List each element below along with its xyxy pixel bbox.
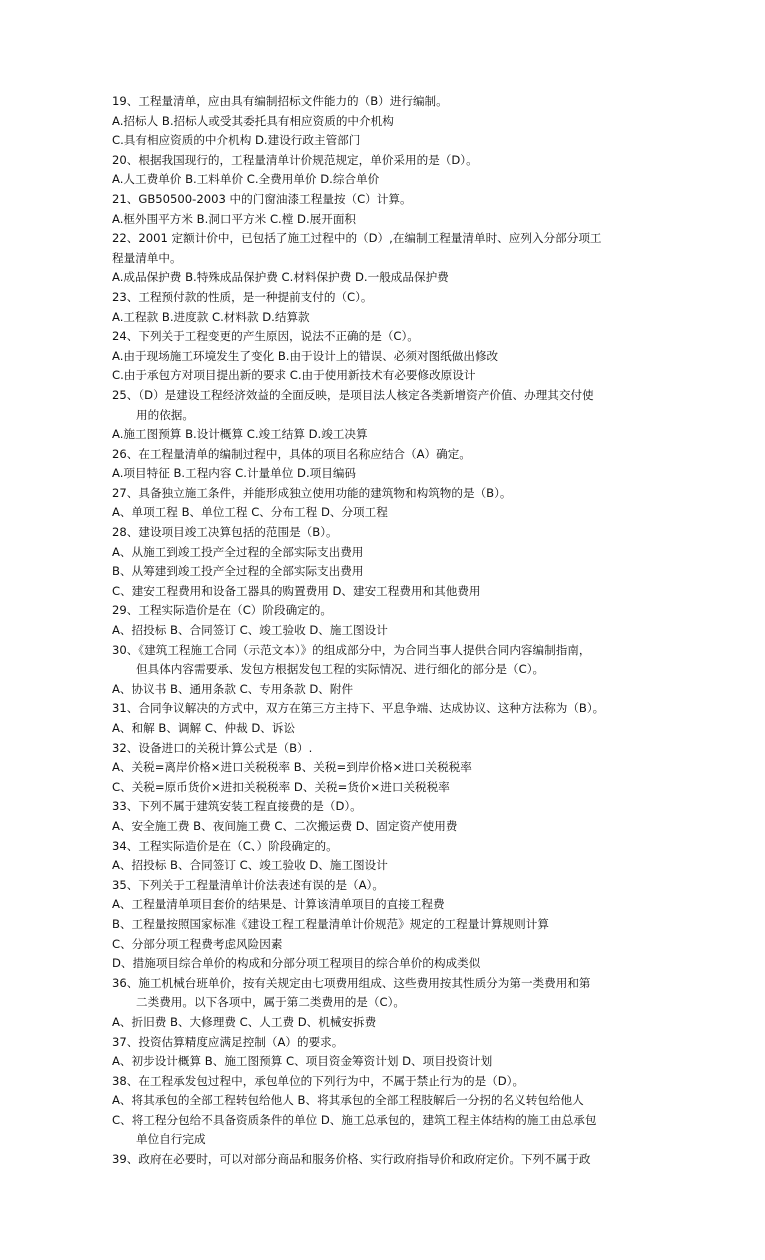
document-body bbox=[112, 92, 660, 1170]
question-39: 39、政府在必要时，可以对部分商品和服务价格、实行政府指导价和政府定价。下列不属于政 bbox=[112, 1152, 591, 1167]
option-35-d: D、措施项目综合单价的构成和分部分项工程项目的综合单价的构成类似 bbox=[112, 956, 481, 971]
question-23: 23、工程预付款的性质，是一种提前支付的（C）。 bbox=[112, 289, 373, 304]
question-28: 28、建设项目竣工决算包括的范围是（B）。 bbox=[112, 525, 338, 540]
question-37: 37、投资估算精度应满足控制（A）的要求。 bbox=[112, 1034, 344, 1049]
question-32: 32、设备进口的关税计算公式是（B）. bbox=[112, 740, 313, 755]
question-27: 27、具备独立施工条件，并能形成独立使用功能的建筑物和构筑物的是（B）。 bbox=[112, 485, 512, 500]
options-19-ab: A.招标人 B.招标人或受其委托具有相应资质的中介机构 bbox=[112, 113, 394, 128]
options-25: A.施工图预算 B.设计概算 C.竣工结算 D.竣工决算 bbox=[112, 427, 368, 442]
question-25: 25、（D）是建设工程经济效益的全面反映，是项目法人核定各类新增资产价值、办理其交付使 bbox=[112, 387, 594, 402]
options-38-ab: A、将其承包的全部工程转包给他人 B、将其承包的全部工程肢解后一分拐的名义转包给他人 bbox=[112, 1093, 584, 1108]
question-36: 36、施工机械台班单价，按有关规定由七项费用组成、这些费用按其性质分为第一类费用和第 bbox=[112, 975, 591, 990]
question-30: 30、《建筑工程施工合同（示范文本）》的组成部分中，为合同当事人提供合同内容编制指南， bbox=[112, 642, 591, 657]
question-33: 33、下列不属于建筑安装工程直接费的是（D）。 bbox=[112, 799, 362, 814]
question-25-cont: 用的依据。 bbox=[136, 407, 194, 422]
question-21: 21、GB50500-2003 中的门窗油漆工程量按（C）计算。 bbox=[112, 191, 412, 206]
options-23: A.工程款 B.进度款 C.材料款 D.结算款 bbox=[112, 309, 310, 324]
options-27: A、单项工程 B、单位工程 C、分布工程 D、分项工程 bbox=[112, 505, 388, 520]
options-24-cd: C.由于承包方对项目提出新的要求 C.由于使用新技术有必要修改原设计 bbox=[112, 368, 476, 383]
option-28-a: A、从施工到竣工投产全过程的全部实际支出费用 bbox=[112, 544, 364, 559]
question-26: 26、在工程量清单的编制过程中，具体的项目名称应结合（A）确定。 bbox=[112, 446, 471, 461]
options-31: A、和解 B、调解 C、仲裁 D、诉讼 bbox=[112, 721, 296, 735]
options-33: A、安全施工费 B、夜间施工费 C、二次搬运费 D、固定资产使用费 bbox=[112, 818, 458, 833]
options-32-ab: A、关税=离岸价格×进口关税税率 B、关税=到岸价格×进口关税税率 bbox=[112, 760, 472, 775]
option-28-b: B、从筹建到竣工投产全过程的全部实际支出费用 bbox=[112, 564, 364, 579]
options-20: A.人工费单价 B.工料单价 C.全费用单价 D.综合单价 bbox=[112, 172, 380, 187]
option-28-cd: C、建安工程费用和设备工器具的购置费用 D、建安工程费用和其他费用 bbox=[112, 583, 481, 598]
option-35-b: B、工程量按照国家标准《建设工程工程量清单计价规范》规定的工程量计算规则计算 bbox=[112, 916, 549, 931]
options-38-cd: C、将工程分包给不具备资质条件的单位 D、施工总承包的，建筑工程主体结构的施工由总承包 bbox=[112, 1112, 597, 1127]
options-38-cont: 单位自行完成 bbox=[136, 1132, 206, 1147]
question-30-cont: 但具体内容需要承、发包方根据发包工程的实际情况、进行细化的部分是（C）。 bbox=[136, 662, 545, 677]
question-38: 38、在工程承发包过程中，承包单位的下列行为中，不属于禁止行为的是（D）。 bbox=[112, 1073, 525, 1088]
options-32-cd: C、关税=原币货价×进扣关税税率 D、关税=货价×进口关税税率 bbox=[112, 779, 450, 794]
options-37: A、初步设计概算 B、施工图预算 C、项目资金筹资计划 D、项目投资计划 bbox=[112, 1054, 493, 1069]
option-35-c: C、分部分项工程费考虑风险因素 bbox=[112, 936, 283, 951]
options-36: A、折旧费 B、大修理费 C、人工费 D、机械安拆费 bbox=[112, 1014, 377, 1029]
options-22: A.成品保护费 B.特殊成品保护费 C.材料保护费 D.一般成品保护费 bbox=[112, 270, 449, 285]
question-36-cont: 二类费用。以下各项中，属于第二类费用的是（C）。 bbox=[136, 995, 405, 1010]
options-34: A、招投标 B、合同签订 C、竣工验收 D、施工图设计 bbox=[112, 858, 388, 873]
question-34: 34、工程实际造价是在（C、）阶段确定的。 bbox=[112, 838, 338, 853]
question-22: 22、2001 定额计价中，已包括了施工过程中的（D）,在编制工程量清单时、应列入分部分项工 bbox=[112, 231, 602, 246]
options-29: A、招投标 B、合同签订 C、竣工验收 D、施工图设计 bbox=[112, 623, 388, 638]
question-22-cont: 程量清单中。 bbox=[112, 250, 182, 265]
options-30: A、协议书 B、通用条款 C、专用条款 D、附件 bbox=[112, 681, 354, 696]
options-19-cd: C.具有相应资质的中介机构 D.建设行政主管部门 bbox=[112, 133, 361, 148]
question-20: 20、根据我国现行的，工程量清单计价规范规定，单价采用的是（D）。 bbox=[112, 152, 478, 167]
question-31: 31、合同争议解决的方式中，双方在第三方主持下、平息争端、达成协议、这种方法称为（B）。 bbox=[112, 701, 605, 716]
question-29: 29、工程实际造价是在（C）阶段确定的。 bbox=[112, 603, 332, 618]
question-24: 24、下列关于工程变更的产生原因，说法不正确的是（C）。 bbox=[112, 329, 419, 344]
options-21: A.框外围平方米 B.洞口平方米 C.樘 D.展开面积 bbox=[112, 211, 357, 226]
question-35: 35、下列关于工程量清单计价法表述有误的是（A）。 bbox=[112, 877, 384, 892]
options-26: A.项目特征 B.工程内容 C.计量单位 D.项目编码 bbox=[112, 466, 357, 481]
option-35-a: A、工程量清单项目套价的结果是、计算该清单项目的直接工程费 bbox=[112, 897, 445, 912]
options-24-ab: A.由于现场施工环境发生了变化 B.由于设计上的错误、必须对图纸做出修改 bbox=[112, 348, 499, 363]
question-19: 19、工程量清单，应由具有编制招标文件能力的（B）进行编制。 bbox=[112, 94, 448, 108]
